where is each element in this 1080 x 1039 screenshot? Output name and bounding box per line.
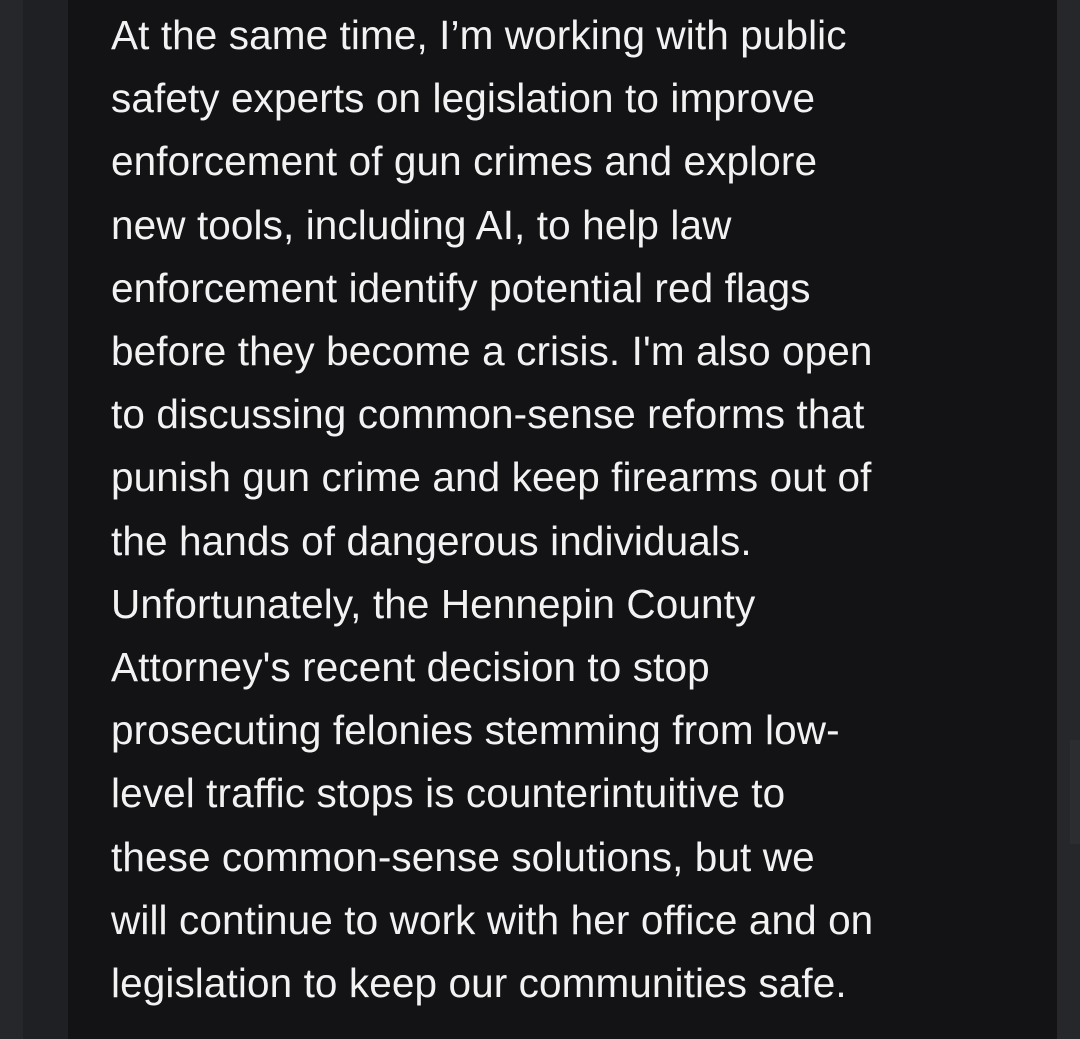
paragraph-line: level traffic stops is counterintuitive to (111, 770, 786, 817)
scrollbar-thumb[interactable] (1070, 740, 1080, 844)
paragraph-line: enforcement identify potential red flags (111, 264, 811, 311)
paragraph-line: enforcement of gun crimes and explore (111, 138, 818, 185)
paragraph-line: punish gun crime and keep firearms out of (111, 454, 872, 501)
paragraph-line: Unfortunately, the Hennepin County (111, 580, 756, 627)
paragraph-line: Attorney's recent decision to stop (111, 644, 710, 691)
left-gutter (0, 0, 23, 1039)
paragraph-line: before they become a crisis. I'm also open (111, 328, 873, 375)
paragraph-line: At the same time, I’m working with public (111, 12, 847, 58)
paragraph-line: legislation to keep our communities safe. (111, 960, 847, 1007)
paragraph-line: the hands of dangerous individuals. (111, 517, 752, 564)
paragraph-line: these common-sense solutions, but we (111, 833, 815, 880)
paragraph-line: safety experts on legislation to improve (111, 75, 816, 122)
paragraph-line: new tools, including AI, to help law (111, 201, 732, 248)
paragraph-line: to discussing common-sense reforms that (111, 391, 865, 438)
article-paragraph (111, 4, 1011, 1015)
right-gutter (1057, 0, 1080, 1039)
paragraph-line: prosecuting felonies stemming from low- (111, 707, 840, 754)
paragraph-line: will continue to work with her office and on (111, 896, 874, 943)
